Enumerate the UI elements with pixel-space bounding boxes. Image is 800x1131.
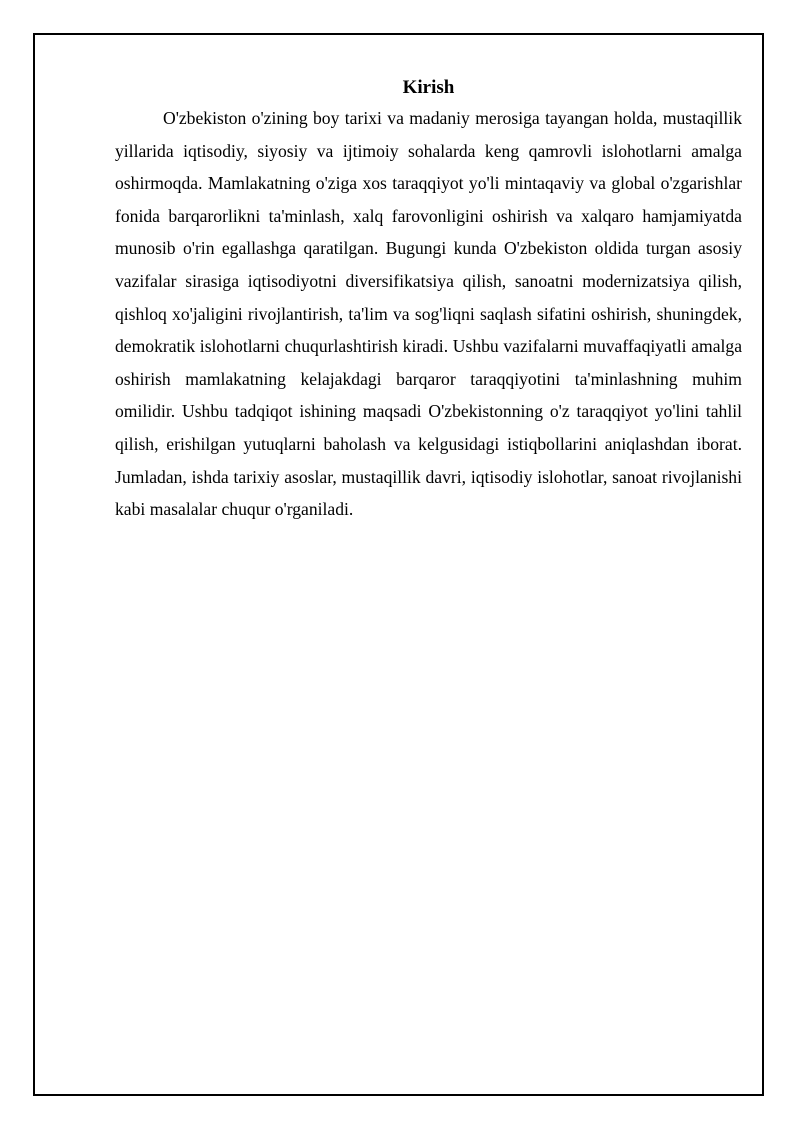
intro-paragraph: O'zbekiston o'zining boy tarixi va madaniy merosiga tayangan holda, mustaqillik yillarida iqtisodiy, siyosiy va ijtimoiy sohalarda keng qamrovli islohotlarni amalga oshirmoqda. Mamlakatning o'ziga xos taraqqiyot yo'li mintaqaviy va global o'zgarishlar fonida barqarorlikni ta'minlash, xalq farovonligini oshirish va xalqaro hamjamiyatda munosib o'rin egallashga qaratilgan. Bugungi kunda O'zbekiston oldida turgan asosiy vazifalar sirasiga iqtisodiyotni diversifikatsiya qilish, sanoatni modernizatsiya qilish, qishloq xo'jaligini rivojlantirish, ta'lim va sog'liqni saqlash sifatini oshirish, shuningdek, demokratik islohotlarni chuqurlashtirish kiradi. Ushbu vazifalarni muvaffaqiyatli amalga oshirish mamlakatning kelajakdagi barqaror taraqqiyotini ta'minlashning muhim omilidir. Ushbu tadqiqot ishining maqsadi O'zbekistonning o'z taraqqiyot yo'lini tahlil qilish, erishilgan yutuqlarni baholash va kelgusidagi istiqbollarini aniqlashdan iborat. Jumladan, ishda tarixiy asoslar, mustaqillik davri, iqtisodiy islohotlar, sanoat rivojlanishi kabi masalalar chuqur o'rganiladi.	[115, 108, 742, 520]
document-body	[115, 74, 742, 526]
section-title: Kirish	[402, 77, 455, 98]
